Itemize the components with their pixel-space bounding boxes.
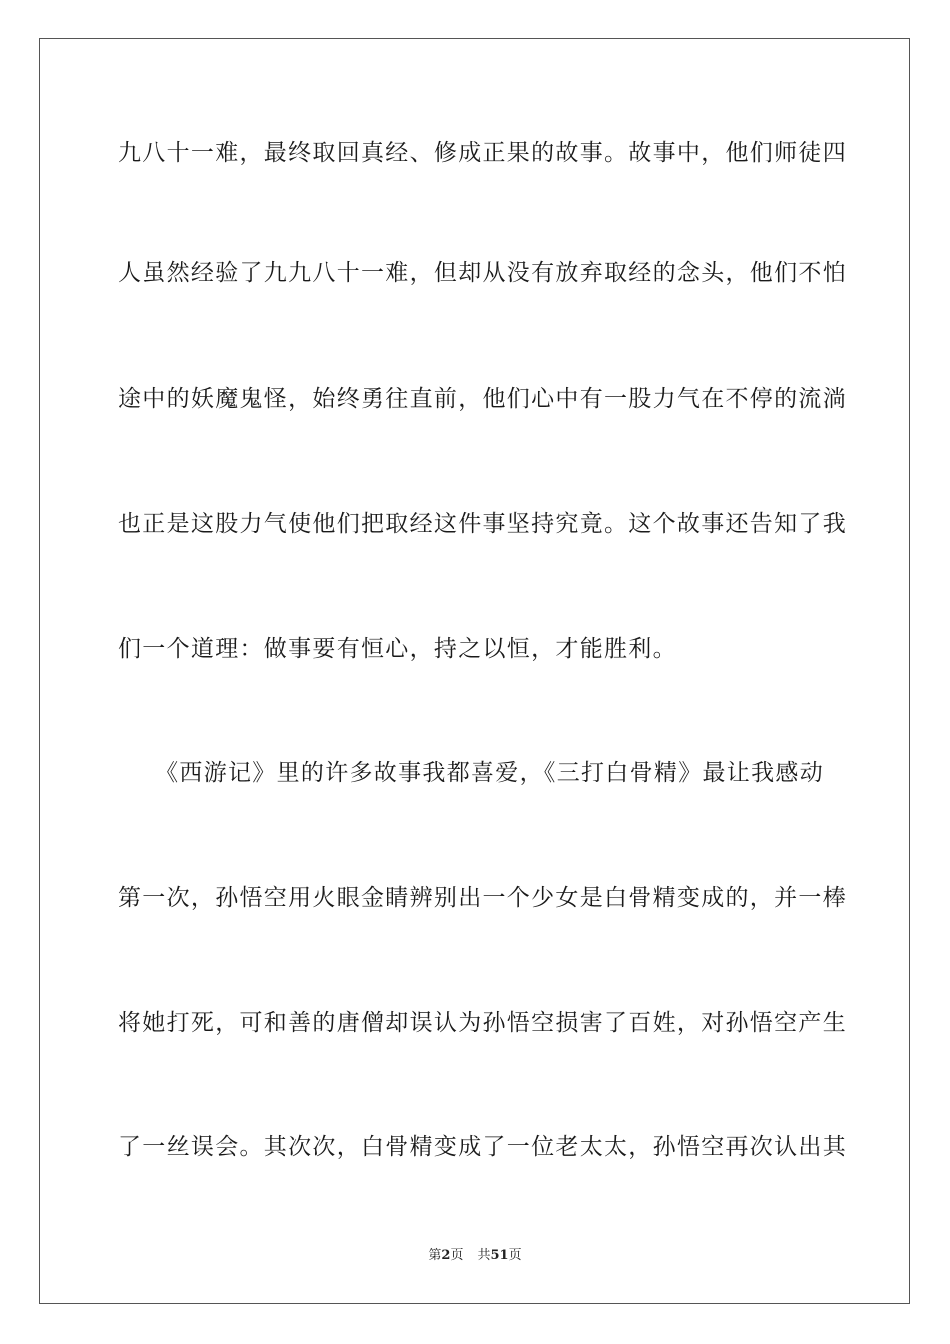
body-text-line: 九八十一难，最终取回真经、修成正果的故事。故事中，他们师徒四 (118, 140, 847, 166)
page-footer (0, 1247, 950, 1265)
body-text-line: 也正是这股力气使他们把取经这件事坚持究竟。这个故事还告知了我 (118, 511, 847, 537)
body-text-line: 人虽然经验了九九八十一难，但却从没有放弃取经的念头，他们不怕 (118, 260, 847, 286)
total-prefix: 共 (477, 1248, 491, 1263)
total-suffix: 页 (508, 1248, 522, 1263)
page-number: 2 (441, 1248, 451, 1263)
body-text-line: 途中的妖魔鬼怪，始终勇往直前，他们心中有一股力气在不停的流淌 (118, 386, 847, 412)
page-suffix: 页 (450, 1248, 464, 1263)
body-text-line: 将她打死，可和善的唐僧却误认为孙悟空损害了百姓，对孙悟空产生 (118, 1010, 847, 1036)
page-prefix: 第 (428, 1248, 442, 1263)
body-text-line: 《西游记》里的许多故事我都喜爱，《三打白骨精》最让我感动 (118, 760, 824, 786)
page-border (39, 38, 910, 1304)
total-pages: 51 (490, 1248, 509, 1263)
body-text-line: 第一次，孙悟空用火眼金睛辨别出一个少女是白骨精变成的，并一棒 (118, 885, 847, 911)
body-text-line: 们一个道理：做事要有恒心，持之以恒，才能胜利。 (118, 636, 677, 662)
body-text-line: 了一丝误会。其次次，白骨精变成了一位老太太，孙悟空再次认出其 (118, 1134, 847, 1160)
